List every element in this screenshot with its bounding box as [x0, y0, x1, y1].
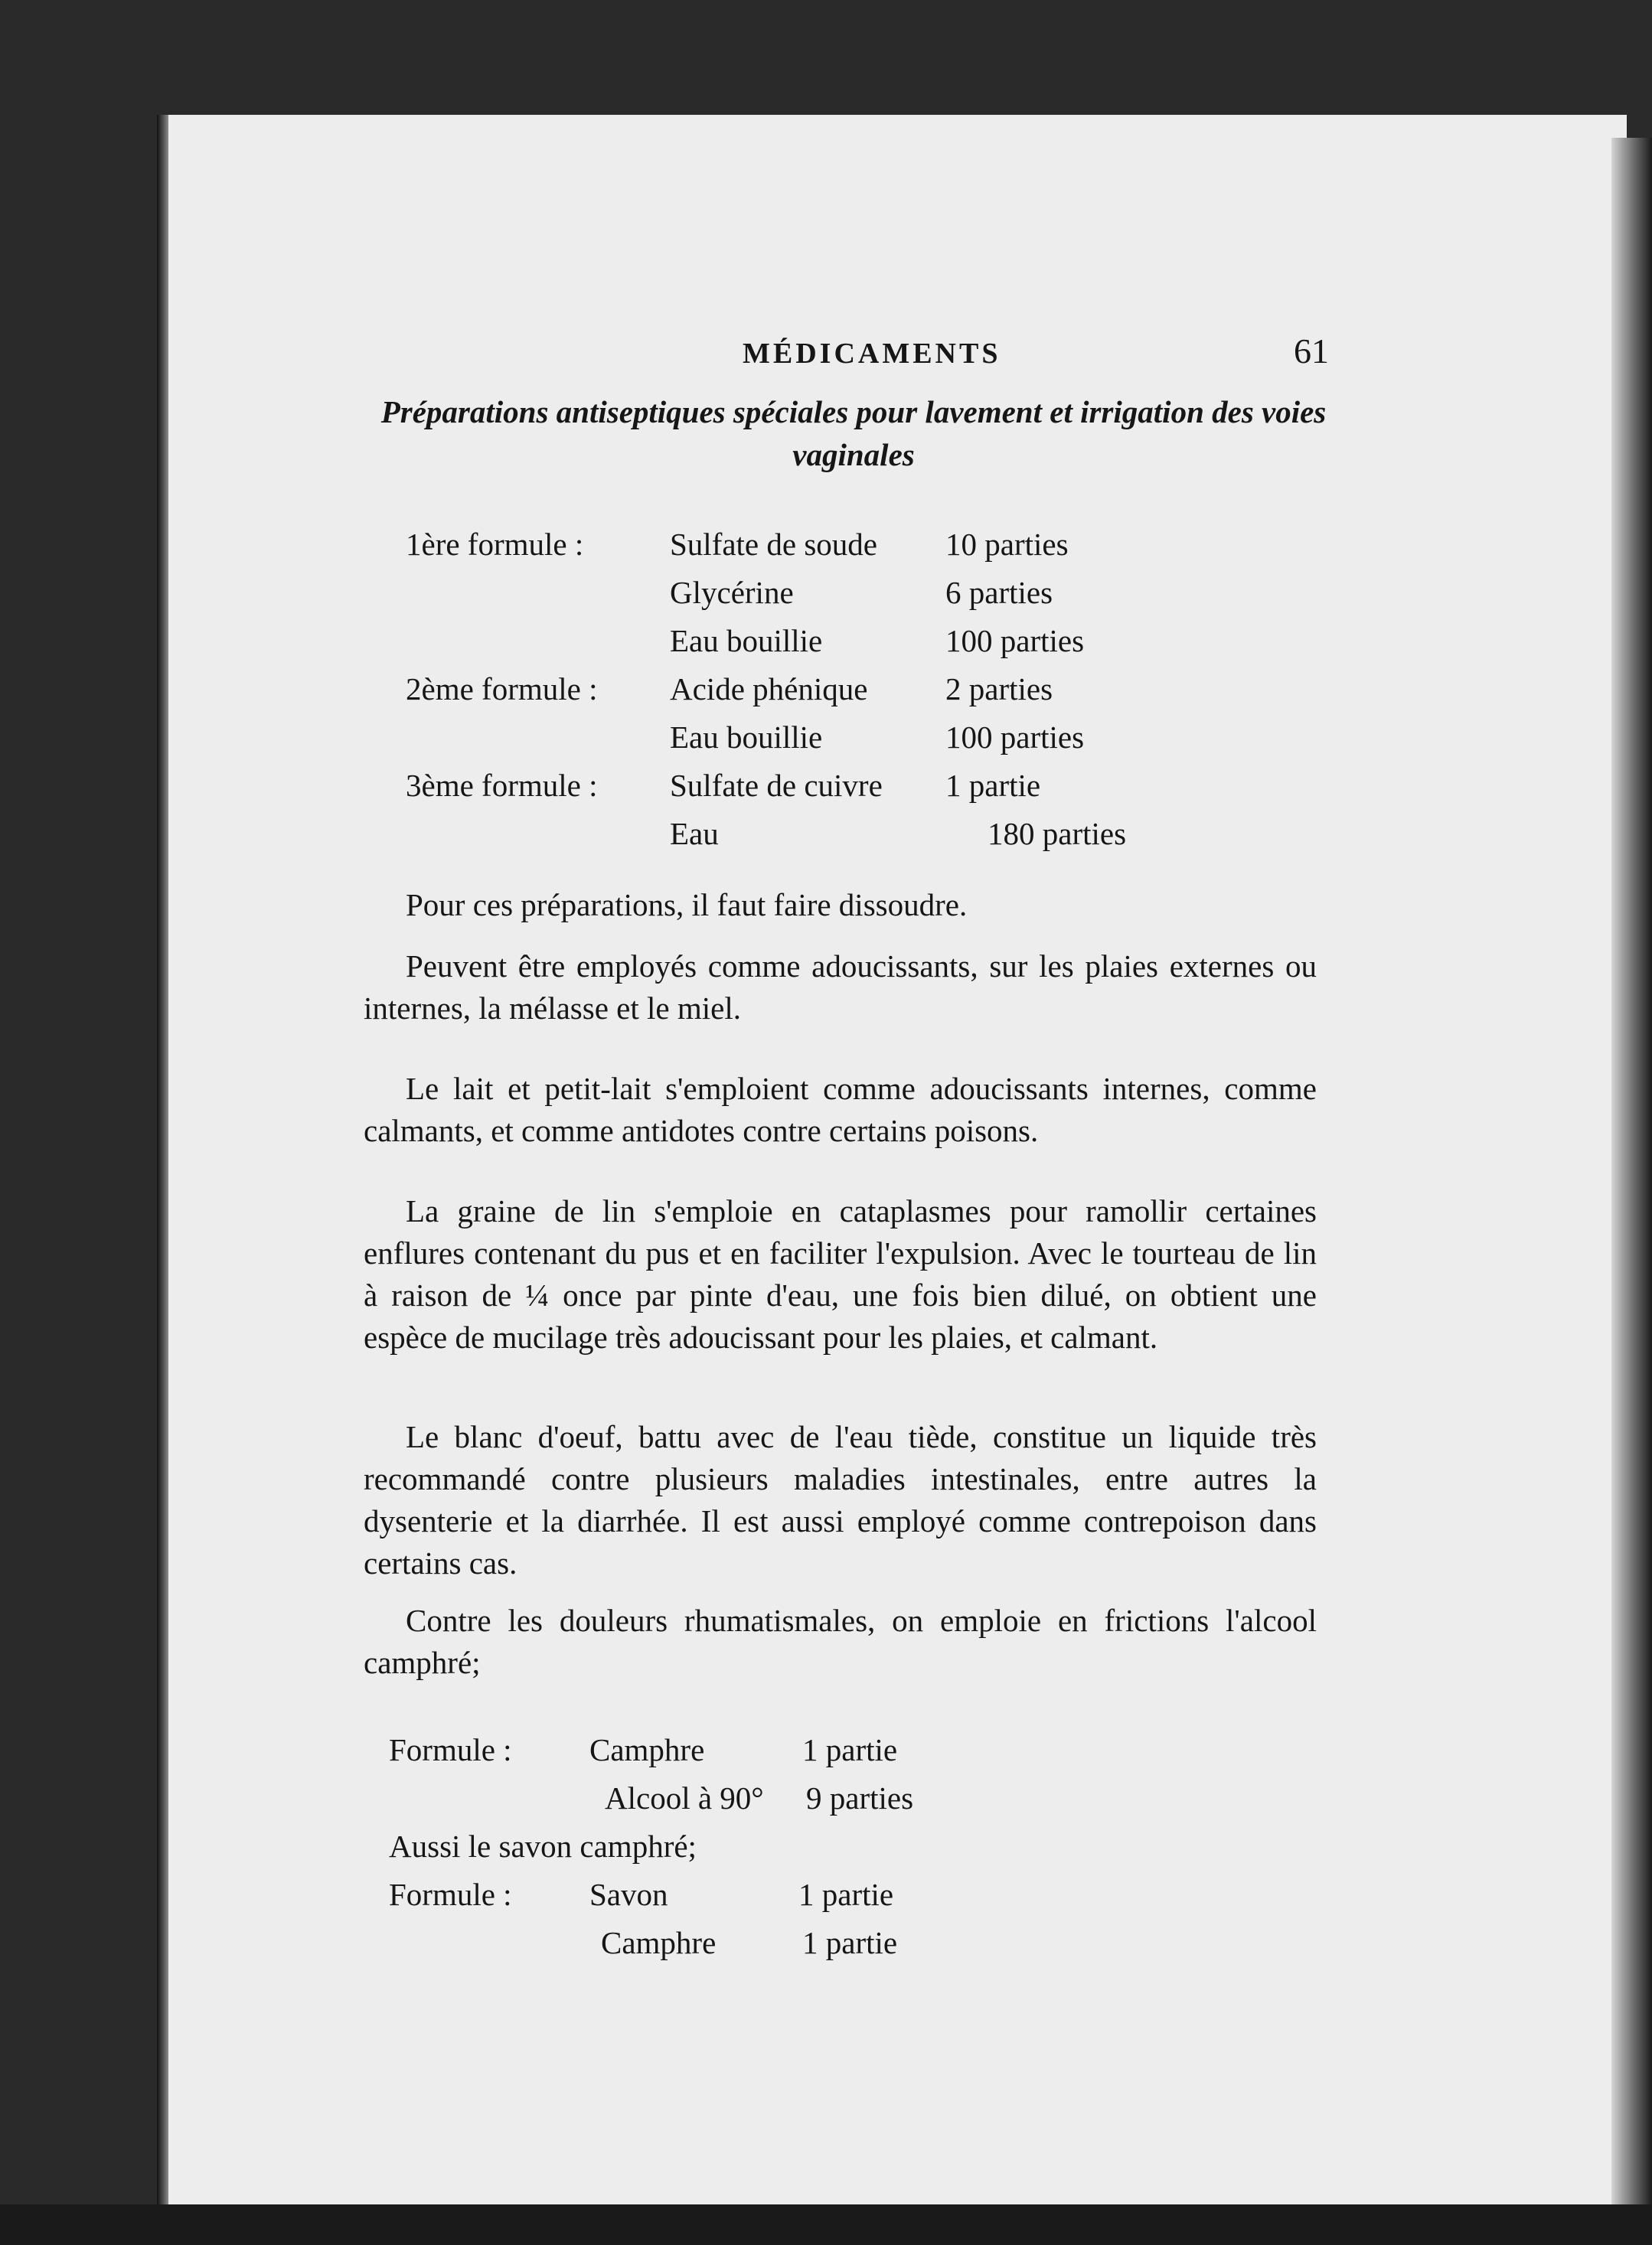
ingredient: Alcool à 90° [605, 1780, 764, 1816]
quantity: 1 partie [802, 1925, 898, 1960]
section-title: Préparations antiseptiques spéciales pour lavement et irrigation des voies vaginales [380, 394, 1327, 472]
paragraph: Contre les douleurs rhumatismales, on emploie en frictions l'alcool camphré; [364, 1603, 1317, 1680]
paragraph: Peuvent être employés comme adoucissants, sur les plaies externes ou internes, la mélasse et le miel. [364, 948, 1317, 1026]
ingredient: Camphre [601, 1925, 717, 1960]
quantity: 1 partie [945, 768, 1041, 803]
ingredient: Savon [589, 1877, 668, 1912]
formula-label: Formule : [389, 1877, 512, 1912]
formula-label: 2ème formule : [406, 671, 598, 706]
paragraph: Le blanc d'oeuf, battu avec de l'eau tiède, constitue un liquide très recommandé contre plusieurs maladies intestinales, entre autres la dysenterie et la diarrhée. Il est aussi employé comme contrepoison dans certains cas. [364, 1419, 1317, 1581]
ingredient: Eau [670, 816, 719, 851]
running-head: MÉDICAMENTS [743, 338, 1001, 370]
page-number: 61 [1294, 331, 1329, 370]
quantity: 2 parties [945, 671, 1053, 706]
paragraph: La graine de lin s'emploie en cataplasmes pour ramollir certaines enflures contenant du pus et en faciliter l'expulsion. Avec le tourteau de lin à raison de ¼ once par pinte d'eau, une fois bien dilué, on obtient une espèce de mucilage très adoucissant pour les plaies, et calmant. [364, 1193, 1317, 1355]
formula-label: 1ère formule : [406, 527, 584, 562]
paragraph: Le lait et petit-lait s'emploient comme adoucissants internes, comme calmants, et comme antidotes contre certains poisons. [364, 1071, 1317, 1148]
quantity: 9 parties [806, 1780, 914, 1816]
quantity: 1 partie [798, 1877, 894, 1912]
ingredient: Glycérine [670, 575, 794, 610]
quantity: 100 parties [945, 720, 1085, 755]
ingredient: Acide phénique [670, 671, 868, 706]
table-note: Aussi le savon camphré; [389, 1829, 697, 1864]
page-edge-shadow [1611, 138, 1652, 2204]
ingredient: Camphre [589, 1732, 705, 1767]
quantity: 180 parties [988, 816, 1127, 851]
formula-label: Formule : [389, 1732, 512, 1767]
quantity: 100 parties [945, 623, 1085, 658]
ingredient: Sulfate de soude [670, 527, 877, 562]
quantity: 1 partie [802, 1732, 898, 1767]
ingredient: Eau bouillie [670, 623, 823, 658]
quantity: 6 parties [945, 575, 1053, 610]
formula-label: 3ème formule : [406, 768, 598, 803]
scan-bottom-border [0, 2204, 1652, 2245]
quantity: 10 parties [945, 527, 1069, 562]
paragraph: Pour ces préparations, il faut faire dissoudre. [406, 887, 968, 922]
ingredient: Eau bouillie [670, 720, 823, 755]
ingredient: Sulfate de cuivre [670, 768, 883, 803]
